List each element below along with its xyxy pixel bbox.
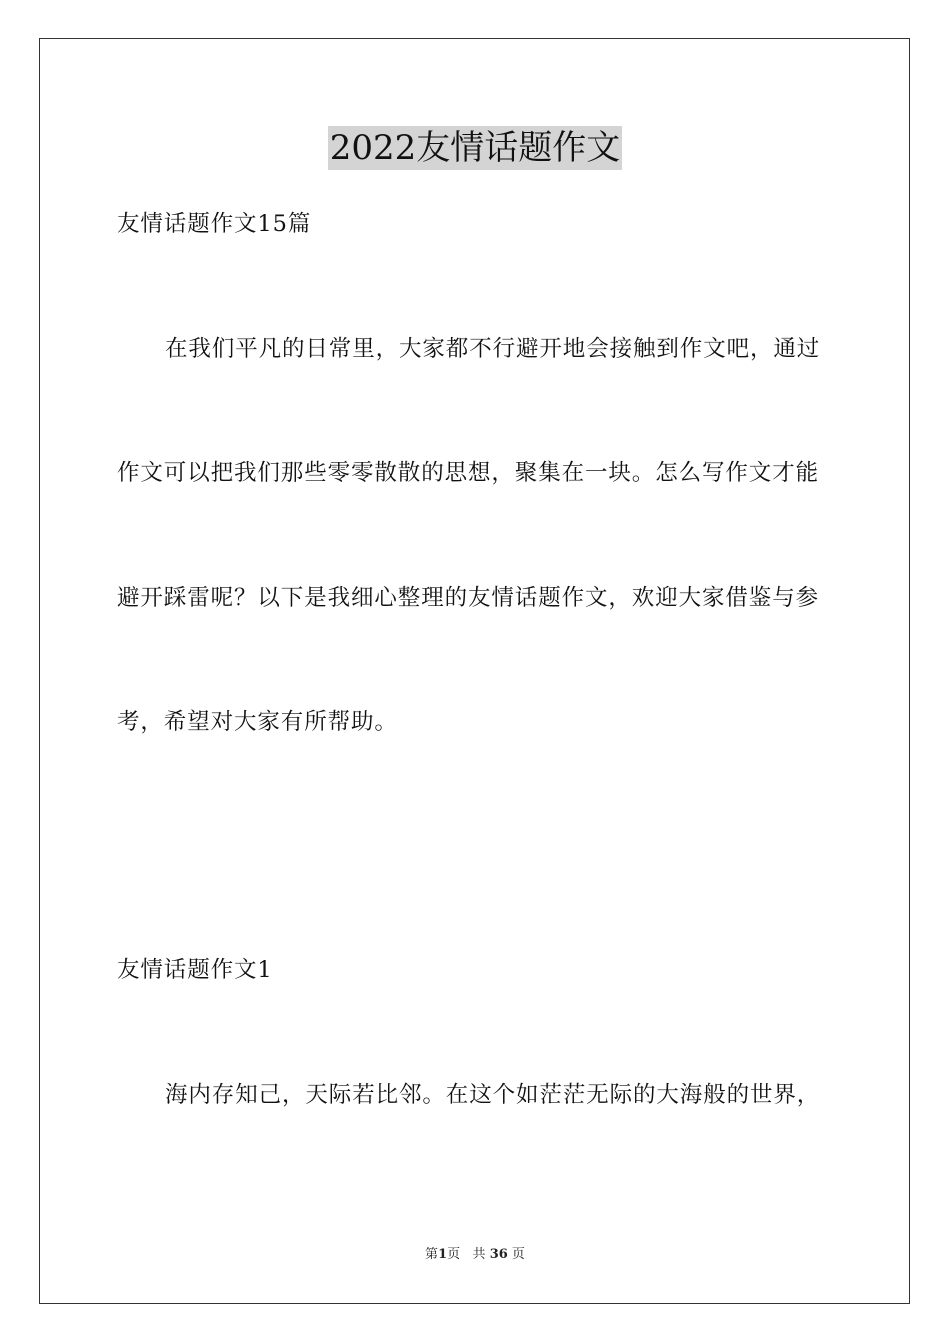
footer-total-prefix: 共 (472, 1247, 486, 1262)
footer-total-pages: 36 (489, 1247, 508, 1262)
intro-line-3: 避开踩雷呢？以下是我细心整理的友情话题作文，欢迎大家借鉴与参 (117, 585, 820, 611)
footer-total-suffix: 页 (511, 1247, 525, 1262)
intro-line-2: 作文可以把我们那些零零散散的思想，聚集在一块。怎么写作文才能 (117, 460, 820, 486)
page-footer (0, 1246, 950, 1264)
footer-page-suffix: 页 (447, 1247, 461, 1262)
section-heading: 友情话题作文1 (117, 957, 273, 983)
document-title: 2022友情话题作文 (329, 128, 621, 168)
section-line-1: 海内存知己，天际若比邻。在这个如茫茫无际的大海般的世界， (165, 1082, 821, 1108)
footer-page-prefix: 第 (425, 1247, 439, 1262)
footer-page-number: 1 (438, 1247, 448, 1262)
document-subtitle: 友情话题作文15篇 (117, 211, 312, 237)
title-container (0, 126, 950, 170)
intro-line-1: 在我们平凡的日常里，大家都不行避开地会接触到作文吧，通过 (165, 336, 821, 362)
intro-line-4: 考，希望对大家有所帮助。 (117, 709, 398, 735)
